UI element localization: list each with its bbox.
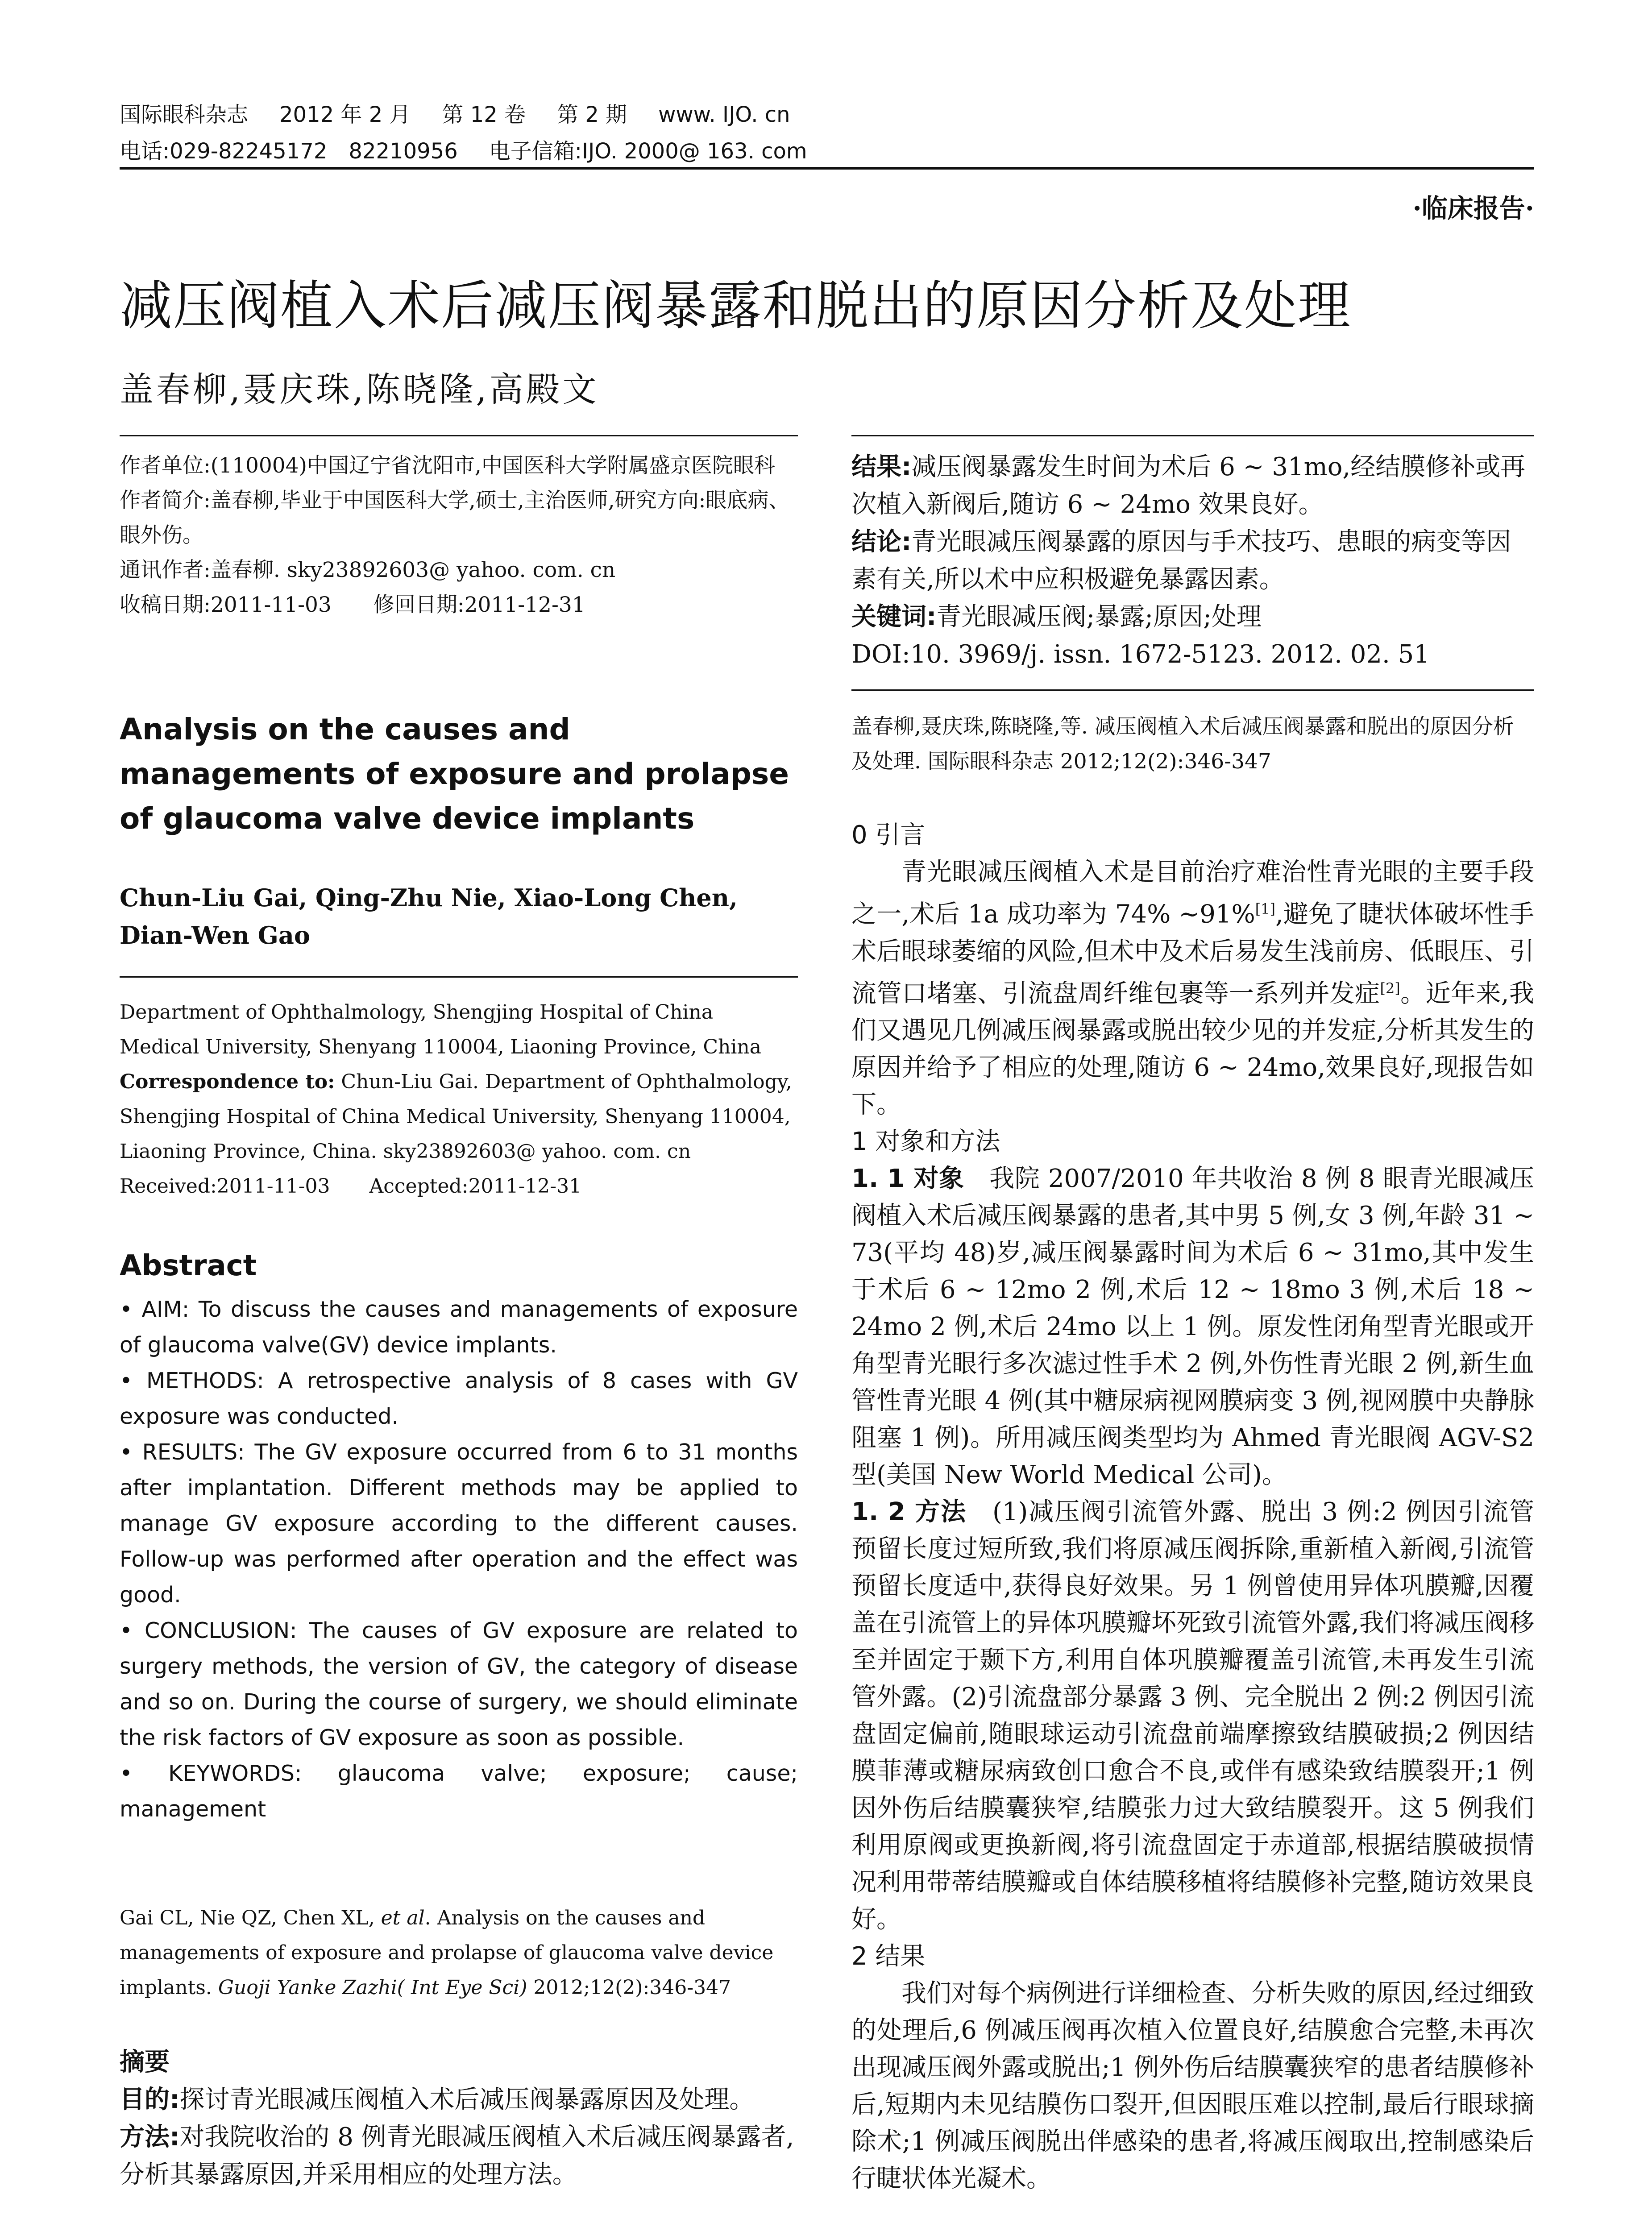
abstract-conclusion: • CONCLUSION: The causes of GV exposure are related to surgery methods, the version of GV, the category of disease and so on. During the course of surgery, we should eliminate the risk factors of GV exposure as soon as possible. (120, 1618, 798, 1750)
ref-2: [2] (1380, 979, 1400, 997)
english-dates: Received:2011-11-03 Accepted:2011-12-31 (120, 1175, 582, 1198)
website-link[interactable]: www. IJO. cn (658, 102, 790, 127)
issue-date: 2012 年 2 月 (279, 102, 411, 127)
abstract-aim: • AIM: To discuss the causes and managements of exposure of glaucoma valve(GV) device implants. (120, 1297, 798, 1358)
right-mid-rule (851, 689, 1534, 691)
section2-heading: 2 结果 (851, 1942, 926, 1971)
authors-cn: 盖春柳,聂庆珠,陈晓隆,高殿文 (120, 369, 599, 409)
english-abstract (120, 1292, 798, 1827)
section1-2-paragraph: 1. 2 方法 (1)减压阀引流管外露、脱出 3 例:2 例因引流管预留长度过短所致,我们将原减压阀拆除,重新植入新阀,引流管预留长度适中,获得良好效果。另 1 例曾使用异体巩膜瓣,因覆盖在引流管上的异体巩膜瓣坏死致引流管外露,我们将减压阀移至并固定于颞下方,利用自体巩膜瓣覆盖引流管,未再发生引流管外露。(2)引流盘部分暴露 3 例、完全脱出 2 例:2 例因引流盘固定偏前,随眼球运动引流盘前端摩擦致结膜破损;2 例因结膜菲薄或糖尿病致创口愈合不良,或伴有感染致结膜裂开;1 例因外伤后结膜囊狭窄,结膜张力过大致结膜裂开。这 5 例我们利用原阀或更换新阀,将引流盘固定于赤道部,根据结膜破损情况利用带蒂结膜瓣或自体结膜移植将结膜修补完整,随访效果良好。 (851, 1497, 1534, 1934)
article-title: 减压阀植入术后减压阀暴露和脱出的原因分析及处理 (120, 275, 1352, 336)
chinese-keywords: 关键词:青光眼减压阀;暴露;原因;处理 (851, 602, 1262, 631)
english-department: Department of Ophthalmology, Shengjing Hospital of China Medical University, Shenyang 110004, Liaoning Province, China (120, 1001, 761, 1058)
ref-1: [1] (1255, 900, 1276, 917)
english-correspondence: Correspondence to: Chun-Liu Gai. Department of Ophthalmology, Shengjing Hospital of China Medical University, Shenyang 110004, Liaoning Province, China. sky23892603@ yahoo. com. cn (120, 1070, 792, 1163)
right-top-rule (851, 435, 1534, 436)
intro-paragraph: 青光眼减压阀植入术是目前治疗难治性青光眼的主要手段之一,术后 1a 成功率为 74% ~91%[1],避免了睫状体破坏性手术后眼球萎缩的风险,但术中及术后易发生浅前房、低眼压、引流管口堵塞、引流盘周纤维包裹等一系列并发症[2]。近年来,我们又遇见几例减压阀暴露或脱出较少见的并发症,分析其发生的原因并给予了相应的处理,随访 6 ~ 24mo,效果良好,现报告如下。 (851, 858, 1534, 1120)
author-info (120, 448, 798, 622)
chinese-citation: 盖春柳,聂庆珠,陈晓隆,等. 减压阀植入术后减压阀暴露和脱出的原因分析及处理. 国际眼科杂志 2012;12(2):346-347 (851, 714, 1514, 774)
chinese-abstract-results: 结果:减压阀暴露发生时间为术后 6 ~ 31mo,经结膜修补或再次植入新阀后,随访 6 ~ 24mo 效果良好。 (851, 452, 1526, 519)
chinese-abstract-heading: 摘要 (120, 2048, 170, 2077)
chinese-abstract-left (120, 2044, 798, 2194)
section-tag: ·临床报告· (1412, 193, 1534, 224)
doi: DOI:10. 3969/j. issn. 1672-5123. 2012. 02. 51 (851, 640, 1430, 669)
section1-heading: 1 对象和方法 (851, 1127, 1000, 1157)
author-affiliation: 作者单位:(110004)中国辽宁省沈阳市,中国医科大学附属盛京医院眼科 (120, 453, 775, 478)
english-authors: Chun-Liu Gai, Qing-Zhu Nie, Xiao-Long Chen, Dian-Wen Gao (120, 883, 738, 950)
running-header-line2 (120, 134, 838, 165)
author-bio: 作者简介:盖春柳,毕业于中国医科大学,硕士,主治医师,研究方向:眼底病、眼外伤。 (120, 488, 790, 547)
corresponding-author: 通讯作者:盖春柳. sky23892603@ yahoo. com. cn (120, 558, 616, 582)
correspondence-label: Correspondence to: (120, 1070, 335, 1093)
chinese-abstract-right (851, 448, 1534, 673)
chinese-abstract-aim: 目的:探讨青光眼减压阀植入术后减压阀暴露原因及处理。 (120, 2085, 755, 2114)
english-citation: Gai CL, Nie QZ, Chen XL, et al. Analysis on the causes and managements of exposure and prolapse of glaucoma valve device implants. Guoji Yanke Zazhi( Int Eye Sci) 2012;12(2):346-347 (120, 1907, 774, 1999)
left-top-rule (120, 435, 798, 436)
email-link[interactable]: 电子信箱:IJO. 2000@ 163. com (489, 139, 807, 164)
chinese-abstract-methods: 方法:对我院收治的 8 例青光眼减压阀植入术后减压阀暴露者,分析其暴露原因,并采用相应的处理方法。 (120, 2123, 794, 2189)
abstract-methods: • METHODS: A retrospective analysis of 8 cases with GV exposure was conducted. (120, 1368, 798, 1429)
abstract-results: • RESULTS: The GV exposure occurred from 6 to 31 months after implantation. Different methods may be applied to manage GV exposure according to the different causes. Follow-up was performed after operation and the effect was good. (120, 1439, 798, 1608)
volume: 第 12 卷 (442, 102, 526, 127)
header-rule (120, 167, 1534, 170)
english-title: Analysis on the causes and managements of exposure and prolapse of glaucoma valve device implants (120, 712, 789, 836)
chinese-abstract-conclusion: 结论:青光眼减压阀暴露的原因与手术技巧、患眼的病变等因素有关,所以术中应积极避免暴露因素。 (851, 527, 1511, 594)
received-dates: 收稿日期:2011-11-03 修回日期:2011-12-31 (120, 593, 585, 617)
main-body (851, 817, 1534, 2197)
left-mid-rule (120, 976, 798, 978)
intro-heading: 0 引言 (851, 821, 926, 850)
issue-number: 第 2 期 (557, 102, 627, 127)
journal-name: 国际眼科杂志 (120, 102, 249, 127)
abstract-heading: Abstract (120, 1249, 257, 1282)
section1-1-paragraph: 1. 1 对象 我院 2007/2010 年共收治 8 例 8 眼青光眼减压阀植入术后减压阀暴露的患者,其中男 5 例,女 3 例,年龄 31 ~ 73(平均 48)岁,减压阀暴露时间为术后 6 ~ 31mo,其中发生于术后 6 ~ 12mo 2 例,术后 12 ~ 18mo 3 例,术后 18 ~ 24mo 2 例,术后 24mo 以上 1 例。原发性闭角型青光眼或开角型青光眼行多次滤过性手术 2 例,外伤性青光眼 2 例,新生血管性青光眼 4 例(其中糖尿病视网膜病变 3 例,视网膜中央静脉阻塞 1 例)。所用减压阀类型均为 Ahmed 青光眼阀 AGV-S2 型(美国 New World Medical 公司)。 (851, 1164, 1534, 1490)
section2-paragraph: 我们对每个病例进行详细检查、分析失败的原因,经过细致的处理后,6 例减压阀再次植入位置良好,结膜愈合完整,未再次出现减压阀外露或脱出;1 例外伤后结膜囊狭窄的患者结膜修补后,短期内未见结膜伤口裂开,但因眼压难以控制,最后行眼球摘除术;1 例减压阀脱出伴感染的患者,将减压阀取出,控制感染后行睫状体光凝术。 (851, 1979, 1534, 2194)
running-header-line1 (120, 97, 822, 128)
english-affiliation-block (120, 995, 798, 1204)
abstract-keywords: • KEYWORDS: glaucoma valve; exposure; cause; management (120, 1761, 798, 1822)
phone: 电话:029-82245172 82210956 (120, 139, 458, 164)
